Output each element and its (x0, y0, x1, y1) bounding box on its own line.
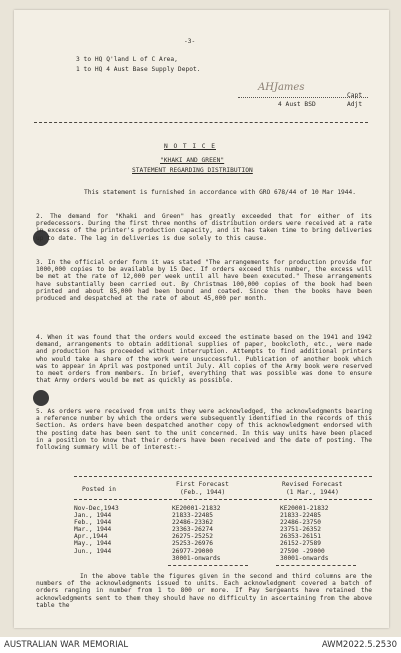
notice-title: N O T I C E (164, 143, 216, 150)
archive-footer (0, 637, 401, 653)
distribution-line-1: 3 to HQ Q'land L of C Area, (76, 56, 178, 63)
signatory-role: Adjt (347, 101, 363, 108)
table-col-first (172, 505, 220, 562)
table-top-rule (74, 476, 372, 477)
table-row: Jan., 1944 (74, 512, 112, 520)
footer-accession-number: AWM2022.5.2530 (321, 640, 397, 650)
notice-subheading: STATEMENT REGARDING DISTRIBUTION (132, 167, 253, 174)
table-cell: 25253-26976 (172, 540, 213, 548)
distribution-line-2: 1 to HQ 4 Aust Base Supply Depot. (76, 66, 201, 73)
paragraph-1: This statement is furnished in accordance with GRO 678/44 of 10 Mar 1944. (84, 189, 356, 196)
paragraph-2: 2. The demand for "Khaki and Green" has greatly exceeded that for either of its predecessors. During the first three months of distribution orders were received at a rate in excess of the printer's production capacity, and it has taken time to bring deliveries up to date. The lag in deliveries is due solely to this cause. (36, 213, 372, 242)
paragraph-5: 5. As orders were received from units they were acknowledged, the acknowledgments bearing a reference number by which the orders were subsequently identified in the records of this Section. As orders have been despatched another copy of this acknowledgment endorsed with the posting date has been sent to the unit concerned. In this way units have been placed in a position to know that their orders have been received and the date of posting. The following summary will be of interest:- (36, 408, 372, 452)
table-col-revised (280, 505, 328, 562)
table-header-rule (74, 499, 372, 500)
table-cell: 23751-26352 (280, 526, 321, 534)
paragraph-3: 3. In the official order form it was stated "The arrangements for production provide for 1000,000 copies to be available by 15 Dec. If orders exceed this number, the excess will be met at the rate of 12,000 per week until all have been executed." These arrangements have substantially been carried out. By Christmas 100,000 copies of the book had been printed and about 85,000 had been bound and coated. Since then the books have been produced and despatched at the rate of about 45,000 per month. (36, 259, 372, 303)
paragraph-4: 4. When it was found that the orders would exceed the estimate based on the 1941 and 1942 demand, arrangements to obtain additional supplies of paper, bookcloth, etc., were made and production has proceeded without interruption. Attempts to find additional printers who would take a share of the work were unsuccessful. Publication of another book which was to appear in April was postponed until July. All copies of the Army book were reserved to meet orders from members. In brief, everything that was possible was done to ensure that Army orders would be met as quickly as possible. (36, 334, 372, 385)
table-header-revised-2: (1 Mar., 1944) (286, 489, 339, 496)
table-header-first-2: (Feb., 1944) (180, 489, 226, 496)
table-row: Feb., 1944 (74, 519, 112, 527)
table-col-period (74, 505, 119, 555)
paragraph-6: In the above table the figures given in the second and third columns are the numbers of the acknowledgments issued to units. Each acknowledgment covered a batch of orders ranging in number from 1 to 800 or more. If Pay Sergeants have retained the acknowledgments sent to them they should have no difficulty in ascertaining from the above table the (36, 573, 372, 609)
document-page (14, 10, 389, 628)
table-row: Apr.,1944 (74, 533, 108, 541)
table-cell: KE20001-21832 (280, 505, 329, 512)
table-row: Nov-Dec,1943 (74, 505, 119, 512)
table-cell: 30001-onwards (280, 554, 329, 562)
punch-hole-bottom (33, 390, 49, 406)
table-cell: 26152-27589 (280, 540, 321, 548)
table-header-posted: Posted in (82, 486, 116, 493)
signature: AHJames (258, 82, 305, 93)
table-bottom-rule-revised (276, 565, 356, 566)
notice-subtitle: "KHAKI AND GREEN" (160, 157, 225, 164)
table-row: Jun., 1944 (74, 547, 112, 555)
signatory-rank: Capt (347, 92, 363, 99)
table-cell: 21833-22485 (172, 512, 213, 520)
footer-institution: AUSTRALIAN WAR MEMORIAL (4, 640, 129, 650)
table-row: Mar., 1944 (74, 526, 112, 534)
table-cell: 22486-23750 (280, 519, 321, 527)
table-cell: 26275-25252 (172, 533, 213, 541)
table-header-revised-1: Revised Forecast (282, 481, 343, 488)
table-cell: 23363-26274 (172, 526, 213, 534)
table-cell: 26977-29000 (172, 547, 213, 555)
table-cell: 21833-22485 (280, 512, 321, 520)
table-header-first-1: First Forecast (176, 481, 229, 488)
table-bottom-rule-first (168, 565, 248, 566)
table-cell: 22486-23362 (172, 519, 213, 527)
table-cell: KE20001-21832 (172, 505, 221, 512)
separator-rule (34, 122, 368, 123)
table-cell: 27590 -29000 (280, 547, 325, 555)
signatory-unit: 4 Aust BSD (278, 101, 316, 108)
table-cell: 26353-26151 (280, 533, 321, 541)
table-cell: 30001-onwards (172, 554, 221, 562)
page-number: -3- (184, 38, 196, 45)
table-row: May., 1944 (74, 540, 112, 548)
